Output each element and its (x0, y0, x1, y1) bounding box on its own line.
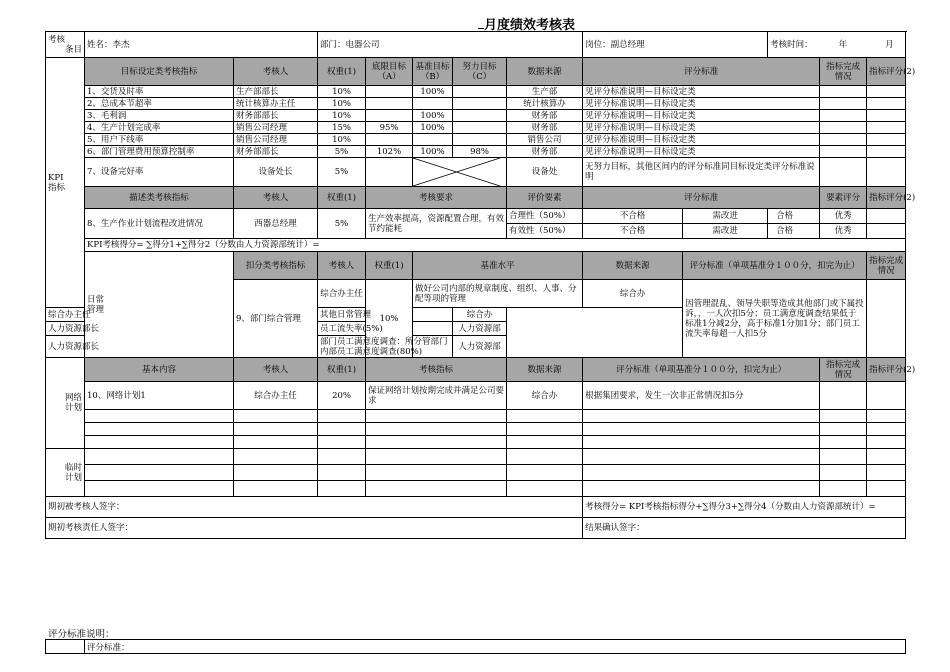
kpi-row: 4、生产计划完成率 销售公司经理 15% 95% 100% 财务部 见评分标准说明—目标设定类 (46, 122, 906, 134)
name-cell: 姓名：李杰 (85, 32, 318, 58)
net-row-empty (46, 410, 906, 423)
cross-out-mark (413, 158, 500, 186)
scoring-standard-title: 评分标准说明： (48, 629, 115, 640)
tiao-mu-cell: 考核 条目 (46, 32, 85, 58)
net-header-cell: 指标完成情况 (820, 358, 867, 382)
deduct-header-cell: 指标完成情况 (867, 252, 906, 280)
kpi-header-cell: 指标完成情况 (820, 58, 867, 86)
deduct-header-cell: 扣分类考核指标 (234, 252, 318, 280)
net-header-cell: 基本内容 (85, 358, 234, 382)
deduct-header-cell: 权重(1) (366, 252, 413, 280)
page-title: 月度绩效考核表 (478, 14, 588, 33)
kpi-header-cell: 数据来源 (507, 58, 583, 86)
deduct-row: 人力资源部长 部门员工满意度调查：所分管部门内部员工满意度调查(80%) 人力资源部 (46, 336, 906, 358)
section-kpi: KPI 指标 (46, 58, 85, 308)
desc-header-cell: 指标评分(2) (867, 187, 906, 209)
desc-header-cell: 考核要求 (366, 187, 507, 209)
dept-cell: 部门：电器公司 (318, 32, 583, 58)
desc-header-cell: 要素评分 (820, 187, 867, 209)
desc-header-cell: 权重(1) (318, 187, 366, 209)
net-header-cell: 数据来源 (507, 358, 583, 382)
kpi-header-cell: 指标评分(2) (867, 58, 906, 86)
sign-assessor: 期初考核责任人签字： (46, 518, 583, 539)
net-header-cell: 考核指标 (366, 358, 507, 382)
kpi-row: 5、用户下线率 销售公司经理 10% 销售公司 见评分标准说明—目标设定类 (46, 134, 906, 146)
time-cell: 考核时间： 年 月 (768, 32, 906, 58)
net-row-empty (46, 423, 906, 436)
net-row: 10、网络计划1 综合办主任 20% 保证网络计划按期完成并满足公司要求 综合办 根据集团要求，发生一次非正常情况扣5分 (46, 382, 906, 410)
kpi-row: 3、毛利润 财务部部长 10% 100% 财务部 见评分标准说明—目标设定类 (46, 110, 906, 122)
kpi-row: 1、交货及时率 生产部部长 10% 100% 生产部 见评分标准说明—目标设定类 (46, 86, 906, 98)
kpi-row: 2、总成本节超率 统计核算办主任 10% 统计核算办 见评分标准说明—目标设定类 (46, 98, 906, 110)
deduct-row: 人力资源部长 员工流失率(5%) 人力资源部 (46, 322, 906, 336)
desc-header-cell: 评分标准 (583, 187, 820, 209)
result-confirm: 结果确认签字： (583, 518, 906, 539)
score-total: 考核得分= KPI考核指标得分+∑得分3+∑得分4（分数由人力资源部统计）= (583, 497, 906, 518)
scoring-standard-table (45, 639, 906, 654)
net-header-cell: 权重(1) (318, 358, 366, 382)
deduct-header-cell: 评分标准（单项基准分１００分，扣完为止） (683, 252, 867, 280)
appraisal-table (45, 31, 916, 539)
post-cell: 岗位：副总经理 (583, 32, 768, 58)
kpi-row: 7、设备完好率 设备处长 5% 设备处 无努力目标，其他区间内的评分标准同目标设定类评分标准说明 (46, 158, 906, 187)
section-daily: 日常 管理 (85, 252, 234, 358)
desc-header-cell: 考核人 (234, 187, 318, 209)
section-network: 网络 计划 (46, 358, 85, 449)
net-header-cell: 指标评分(2) (867, 358, 906, 382)
kpi-row: 6、部门管理费用预算控制率 财务部部长 5% 102% 100% 98% 财务部 见评分标准说明—目标设定类 (46, 146, 906, 158)
kpi-header-cell: 考核人 (234, 58, 318, 86)
deduct-row: 综合办主任 其他日常管理 综合办 (46, 308, 906, 322)
cross-out-cell (413, 158, 507, 187)
desc-header-cell: 描述类考核指标 (85, 187, 234, 209)
deduct-header-cell: 数据来源 (583, 252, 683, 280)
scoring-standard-label: 评分标准： (85, 640, 906, 654)
net-row-empty (46, 436, 906, 449)
kpi-header-cell: 努力目标（C） (453, 58, 507, 86)
section-temp: 临时 计划 (46, 449, 85, 497)
deduct-header-cell: 考核人 (318, 252, 366, 280)
kpi-header-cell: 目标设定类考核指标 (85, 58, 234, 86)
sign-assessee: 期初被考核人签字： (46, 497, 583, 518)
desc-row: 8、生产作业计划流程改进情况 西器总经理 5% 生产效率提高，资源配置合理，有效节约能耗 合理性（50%） 不合格 需改进 合格 优秀 (46, 209, 906, 224)
kpi-header-cell: 底限目标（A） (366, 58, 413, 86)
desc-header-cell: 评价要素 (507, 187, 583, 209)
kpi-header-cell: 基准目标（B） (413, 58, 453, 86)
kpi-header-cell: 权重(1) (318, 58, 366, 86)
net-header-cell: 评分标准（单项基准分１００分，扣完为止） (583, 358, 820, 382)
deduct-header-cell: 基准水平 (413, 252, 583, 280)
net-header-cell: 考核人 (234, 358, 318, 382)
kpi-total: KPI考核得分= ∑得分1+∑得分2（分数由人力资源部统计）= (85, 239, 906, 252)
kpi-header-cell: 评分标准 (583, 58, 820, 86)
desc-row: 有效性（50%） 不合格 需改进 合格 优秀 (46, 224, 906, 239)
deduct-row: 9、部门综合管理 综合办主任 10% 做好公司内部的规章制度、组织、人事、分配等项的管理 综合办 因管理混乱、领导失职等造成其他部门或下属投诉，，一人次扣5分；员工满意度调查结果低于标准1分减2分，高于标准1分加1分；部门员工流失率每超一人扣5分 (46, 280, 906, 308)
